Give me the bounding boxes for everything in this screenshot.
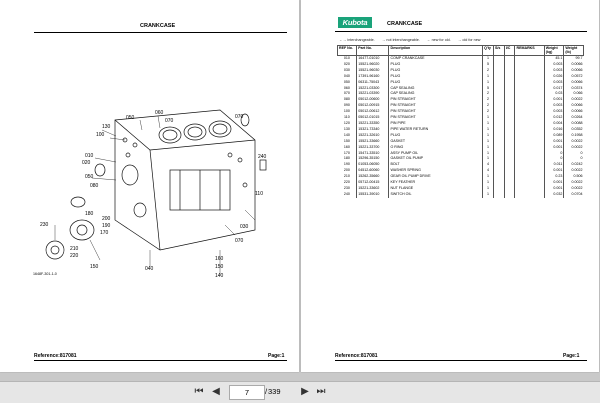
header-divider	[335, 31, 587, 32]
table-cell: 160	[343, 144, 350, 149]
table-cell: 240	[343, 191, 350, 196]
table-cell: 01053-06050	[357, 162, 389, 168]
table-cell: PLUG	[389, 74, 483, 80]
table-cell: 15221-03300	[357, 86, 389, 92]
table-cell: 15221-33602	[357, 186, 389, 192]
table-cell: 0.03	[544, 91, 564, 97]
table-cell: 080	[343, 97, 350, 102]
table-cell: 0.001	[544, 139, 564, 145]
table-cell: 070	[343, 91, 350, 96]
column-header: Part No.	[357, 46, 389, 56]
callout-label: 040	[145, 266, 154, 272]
table-cell: 15521-96030	[357, 68, 389, 74]
table-cell: 15471-33510	[357, 151, 389, 157]
table-cell: GEAR OIL PUMP DRIVE	[389, 174, 483, 180]
table-cell: 15521-33660	[357, 139, 389, 145]
page-separator: /	[265, 387, 268, 396]
table-cell: 2	[483, 109, 494, 115]
callout-label: 060	[155, 110, 164, 116]
table-cell: 0.003	[544, 109, 564, 115]
table-cell: 060	[343, 85, 350, 90]
column-header: S/s	[493, 46, 504, 56]
table-cell: BOLT	[389, 162, 483, 168]
table-header-row	[338, 46, 584, 56]
table-cell: 15221-33700	[357, 145, 389, 151]
table-cell: 0.016	[544, 127, 564, 133]
table-cell: 5	[483, 86, 494, 92]
table-cell: 1	[483, 115, 494, 121]
table-cell: 170	[343, 150, 350, 155]
table-cell: 1	[483, 133, 494, 139]
table-cell: 200	[343, 168, 350, 173]
table-cell: 0.1958	[564, 133, 584, 139]
table-cell: 15221-33350	[357, 121, 389, 127]
callout-label: 070	[165, 118, 174, 124]
callout-label: 050	[85, 174, 94, 180]
callout-label: 130	[102, 124, 111, 130]
table-cell: 0.026	[544, 74, 564, 80]
table-cell: COMP CRANKCASE	[389, 56, 483, 62]
table-cell: 180	[343, 156, 350, 161]
first-page-icon[interactable]: ⏮	[194, 386, 204, 397]
callout-label: 070	[235, 114, 244, 120]
footer-page-number: Page:1	[268, 353, 285, 359]
table-cell: 020	[343, 61, 350, 66]
header-divider	[34, 32, 287, 33]
table-cell: 0.0242	[564, 162, 584, 168]
table-cell: 15531-39010	[357, 192, 389, 198]
table-cell: 0.001	[544, 180, 564, 186]
table-cell	[504, 192, 515, 198]
callout-label: 180	[85, 211, 94, 217]
page-number-input[interactable]: 7	[229, 385, 265, 400]
table-cell: PIN PIPE	[389, 121, 483, 127]
table-cell: CAP SEALING	[389, 91, 483, 97]
table-cell: 15262-35660	[357, 174, 389, 180]
callout-label: 010	[85, 153, 94, 159]
table-cell: 99.7	[564, 56, 584, 62]
column-header: Description	[389, 46, 483, 56]
column-header: Weight (lb)	[564, 46, 584, 56]
table-cell: 0.0066	[564, 80, 584, 86]
table-cell: 15296-35150	[357, 156, 389, 162]
page-title: CRANKCASE	[387, 21, 423, 27]
column-header: I/C	[504, 46, 515, 56]
table-cell: 0.0022	[564, 186, 584, 192]
table-cell: 1	[483, 80, 494, 86]
pdf-navigation-toolbar	[0, 381, 600, 403]
footer-divider	[34, 360, 287, 361]
table-cell: 1	[483, 56, 494, 62]
table-cell: 1	[483, 192, 494, 198]
table-cell: 0.011	[544, 162, 564, 168]
table-cell: 0.0022	[564, 145, 584, 151]
table-cell: 05012-01015	[357, 115, 389, 121]
table-cell: NUT FLANGE	[389, 186, 483, 192]
table-cell: 05012-00600	[357, 97, 389, 103]
table-cell: 2	[483, 68, 494, 74]
table-cell: 0.003	[544, 80, 564, 86]
table-cell: 0.003	[544, 62, 564, 68]
callout-label: 020	[82, 160, 91, 166]
table-cell: 0.0022	[564, 180, 584, 186]
table-cell: 0.0022	[564, 168, 584, 174]
prev-page-icon[interactable]: ◀	[212, 386, 220, 397]
table-cell: 15221-03390	[357, 91, 389, 97]
table-cell: 0.0022	[564, 139, 584, 145]
table-cell: 05012-00612	[357, 109, 389, 115]
table-cell: 0	[564, 151, 584, 157]
legend-item: → old for new	[457, 38, 481, 42]
callout-label: 100	[96, 132, 105, 138]
table-cell: 0.001	[544, 97, 564, 103]
callout-label: 150	[90, 264, 99, 270]
table-cell: 1	[483, 139, 494, 145]
table-cell: 16477-01010	[357, 56, 389, 62]
callout-label: 200	[102, 216, 111, 222]
table-cell: 230	[343, 185, 350, 190]
table-cell: 0.001	[544, 168, 564, 174]
table-cell: 15221-32610	[357, 133, 389, 139]
table-cell: 0.003	[544, 68, 564, 74]
footer-divider	[335, 360, 587, 361]
table-cell	[515, 192, 544, 198]
callout-label: 110	[255, 191, 263, 197]
column-header: Weight (kg)	[544, 46, 564, 56]
table-cell: 120	[343, 120, 350, 125]
table-cell: 4	[483, 162, 494, 168]
table-cell: 17391-96160	[357, 74, 389, 80]
callout-label: 070	[235, 238, 244, 244]
left-page	[0, 0, 299, 372]
table-cell: 1	[483, 174, 494, 180]
table-cell: 1	[483, 186, 494, 192]
table-cell: 0.0088	[564, 121, 584, 127]
table-cell: PLUG	[389, 80, 483, 86]
table-cell: 1	[483, 145, 494, 151]
table-cell: 0	[544, 156, 564, 162]
table-cell: 1	[483, 127, 494, 133]
table-cell: 0.0264	[564, 115, 584, 121]
footer-reference: Reference:817081	[34, 353, 77, 359]
legend-item: → not interchangeable.	[381, 38, 420, 42]
table-cell: O RING	[389, 145, 483, 151]
table-row	[338, 192, 584, 198]
footer-reference: Reference:817081	[335, 353, 378, 359]
table-cell: 0	[564, 156, 584, 162]
table-cell: 0.003	[544, 103, 564, 109]
kubota-logo: Kubota	[338, 17, 372, 28]
callout-label: 080	[90, 183, 99, 189]
callout-label: 170	[100, 230, 109, 236]
table-cell: 010	[343, 56, 350, 60]
table-cell: 06311-75043	[357, 80, 389, 86]
table-cell: 2	[483, 103, 494, 109]
callout-label: 190	[102, 223, 111, 229]
right-page	[301, 0, 599, 372]
table-cell: 0.032	[544, 192, 564, 198]
callout-label: 230	[40, 222, 49, 228]
callout-label: 150	[215, 264, 224, 270]
table-cell: 1	[483, 121, 494, 127]
table-cell: 0.012	[544, 115, 564, 121]
table-cell: PIPE WATER RETURN	[389, 127, 483, 133]
table-cell: PLUG	[389, 62, 483, 68]
footer-page-number: Page:1	[563, 353, 580, 359]
table-cell: 0.0066	[564, 109, 584, 115]
table-cell: PLUG	[389, 133, 483, 139]
table-cell: WASHER SPRING	[389, 168, 483, 174]
table-cell: 030	[343, 67, 350, 72]
table-cell: 0.0066	[564, 62, 584, 68]
table-cell: 0.0352	[564, 127, 584, 133]
table-cell: 210	[343, 174, 350, 179]
table-cell: 15321-73340	[357, 127, 389, 133]
parts-table	[337, 45, 584, 198]
table-cell: 050	[343, 79, 350, 84]
table-cell: ASSY PUMP OIL	[389, 151, 483, 157]
column-header: REF No.	[338, 46, 357, 56]
table-cell: 0.0572	[564, 74, 584, 80]
callout-label: 220	[70, 253, 79, 259]
callout-label: 030	[240, 224, 249, 230]
table-cell: 0.0374	[564, 86, 584, 92]
table-cell: 0.001	[544, 186, 564, 192]
parts-table-body	[338, 56, 584, 198]
last-page-icon[interactable]: ⏭	[316, 386, 326, 397]
table-cell: PIN STRAIGHT	[389, 115, 483, 121]
table-cell: 05712-00415	[357, 180, 389, 186]
table-cell: 0.089	[544, 133, 564, 139]
callout-label: 210	[70, 246, 79, 252]
table-cell: GASKET OIL PUMP	[389, 156, 483, 162]
table-cell: PIN STRAIGHT	[389, 97, 483, 103]
callout-label: 240	[258, 154, 267, 160]
table-cell: 220	[343, 180, 350, 185]
diagram-code: 1648F-301-1-0	[33, 272, 57, 276]
table-cell: SWITCH OIL	[389, 192, 483, 198]
table-cell: 0.0066	[564, 103, 584, 109]
table-cell: 040	[343, 73, 350, 78]
callout-label: 050	[126, 115, 135, 121]
table-cell: 110	[343, 115, 350, 120]
table-cell: 0.0704	[564, 192, 584, 198]
table-cell	[493, 192, 504, 198]
page-title: CRANKCASE	[140, 23, 176, 29]
table-cell: 0.0022	[564, 97, 584, 103]
table-cell: PIN STRAIGHT	[389, 103, 483, 109]
table-cell: 2	[483, 97, 494, 103]
table-cell: 190	[343, 162, 350, 167]
page-total: 339	[268, 387, 281, 396]
table-cell: PIN STRAIGHT	[389, 109, 483, 115]
table-cell: 090	[343, 103, 350, 108]
table-cell: 100	[343, 109, 350, 114]
table-cell: 0.0066	[564, 68, 584, 74]
table-cell: 45.1	[544, 56, 564, 62]
table-cell: 0.066	[564, 91, 584, 97]
table-cell: 15521-96020	[357, 62, 389, 68]
table-cell: 0.004	[544, 121, 564, 127]
table-cell: 1	[483, 156, 494, 162]
table-cell: 0.23	[544, 174, 564, 180]
table-cell: 4	[483, 168, 494, 174]
callout-label: 160	[215, 256, 224, 262]
table-cell: KEY FEATHER	[389, 180, 483, 186]
next-page-icon[interactable]: ▶	[301, 386, 309, 397]
table-cell: 0	[544, 151, 564, 157]
callout-label: 140	[215, 273, 224, 279]
table-cell: 0.001	[544, 145, 564, 151]
interchangeability-legend	[339, 38, 486, 42]
table-cell: 0.017	[544, 86, 564, 92]
column-header: Q'ty	[483, 46, 494, 56]
table-cell: GASKET	[389, 139, 483, 145]
table-cell: 130	[343, 126, 350, 131]
table-cell: PLUG	[389, 68, 483, 74]
table-cell: 04512-60060	[357, 168, 389, 174]
table-cell: 1	[483, 151, 494, 157]
table-cell: 1	[483, 180, 494, 186]
crankcase-exploded-diagram	[30, 100, 270, 290]
table-cell: 5	[483, 62, 494, 68]
table-cell: CAP SEALING	[389, 86, 483, 92]
table-cell: 150	[343, 138, 350, 143]
table-cell: 2	[483, 91, 494, 97]
table-cell: 05012-00915	[357, 103, 389, 109]
legend-item: ← new for old.	[426, 38, 451, 42]
column-header: REMARKS	[515, 46, 544, 56]
table-cell: 140	[343, 132, 350, 137]
table-cell: 1	[483, 74, 494, 80]
legend-item: ←→ interchangeable.	[339, 38, 375, 42]
table-cell: 0.506	[564, 174, 584, 180]
